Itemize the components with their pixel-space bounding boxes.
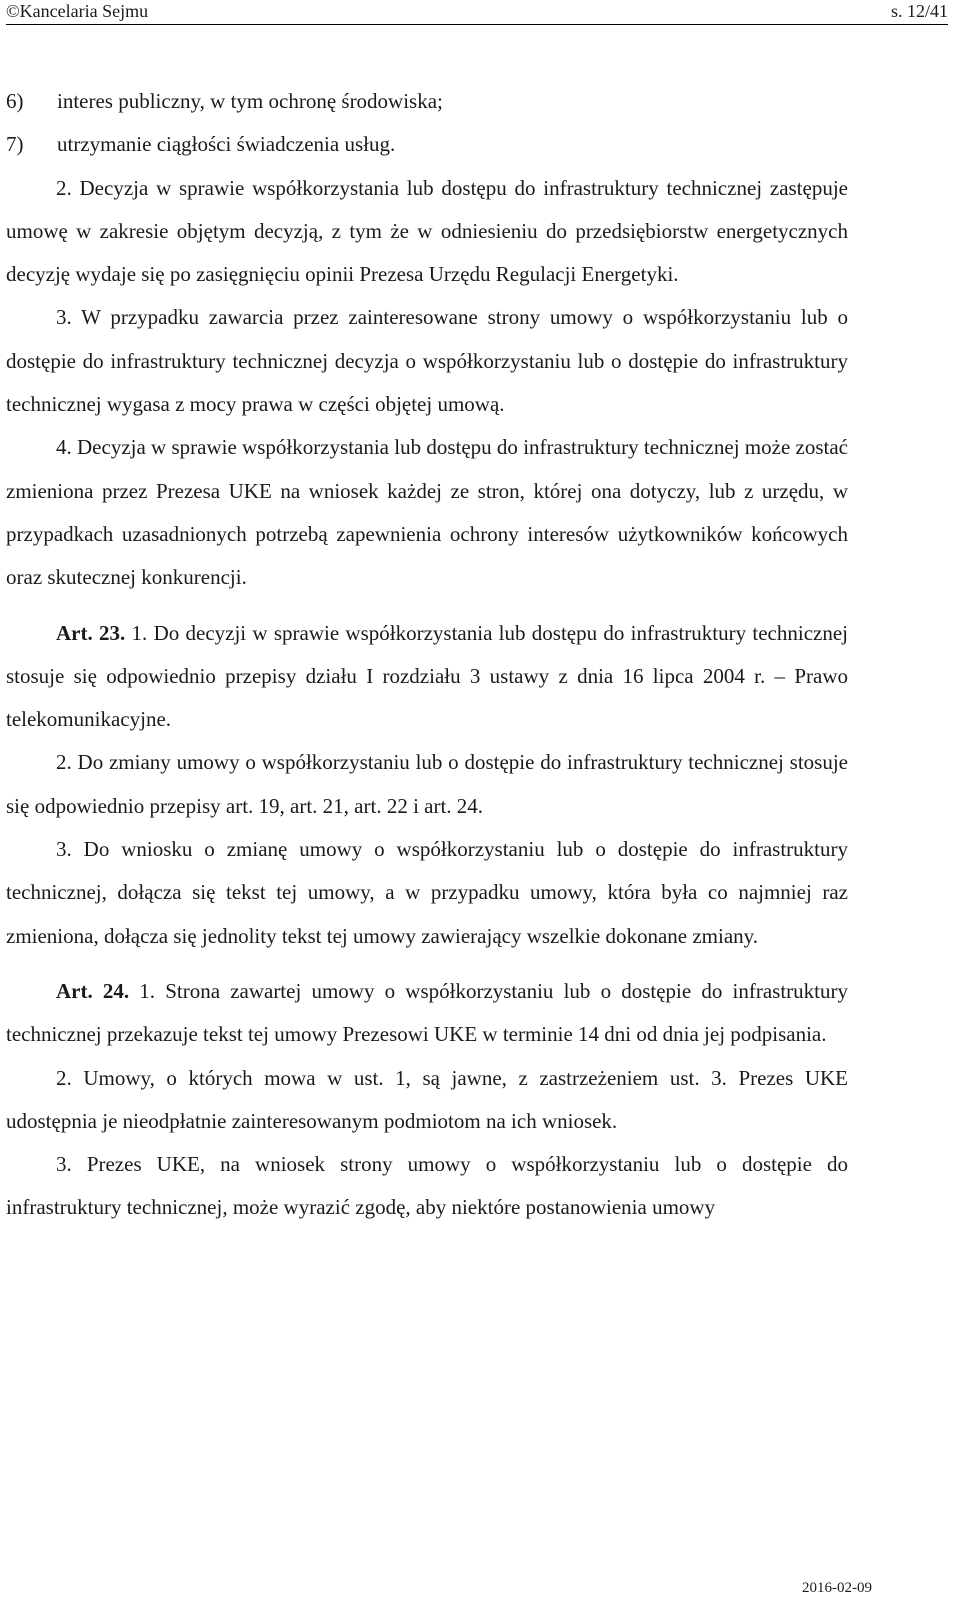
article-paragraph bbox=[6, 612, 848, 742]
article-paragraph bbox=[6, 970, 848, 1057]
document-body bbox=[6, 80, 848, 1230]
article-text: 1. Strona zawartej umowy o współkorzystaniu lub o dostępie do infrastruktury technicznej przekazuje tekst tej umowy Prezesowi UKE w terminie 14 dni od dnia jej podpisania. bbox=[6, 978, 848, 1047]
paragraph: 2. Do zmiany umowy o współkorzystaniu lub o dostępie do infrastruktury technicznej stosuje się odpowiednio przepisy art. 19, art. 21, art. 22 i art. 24. bbox=[6, 750, 848, 818]
list-item-text: utrzymanie ciągłości świadczenia usług. bbox=[57, 132, 396, 157]
paragraph: 3. Prezes UKE, na wniosek strony umowy o współkorzystaniu lub o dostępie do infrastruktury technicznej, może wyrazić zgodę, aby niektóre postanowienia umowy bbox=[6, 1152, 848, 1220]
page-header bbox=[6, 0, 948, 25]
paragraph: 3. Do wniosku o zmianę umowy o współkorzystaniu lub o dostępie do infrastruktury technicznej, dołącza się tekst tej umowy, a w przypadku umowy, która była co najmniej raz zmieniona, dołącza się jednolity tekst tej umowy zawierający wszelkie dokonane zmiany. bbox=[6, 837, 848, 948]
page-number: s. 12/41 bbox=[890, 1, 948, 21]
list-item bbox=[6, 80, 848, 123]
footer-date: 2016-02-09 bbox=[802, 1580, 872, 1596]
header-source: ©Kancelaria Sejmu bbox=[6, 1, 149, 21]
article-number: Art. 23. bbox=[56, 620, 126, 645]
paragraph: 3. W przypadku zawarcia przez zainteresowane strony umowy o współkorzystaniu lub o dostępie do infrastruktury technicznej decyzja o współkorzystaniu lub o dostępie do infrastruktury technicznej wygasa z mocy prawa w części objętej umową. bbox=[6, 305, 848, 417]
article-number: Art. 24. bbox=[56, 978, 130, 1003]
paragraph: 2. Decyzja w sprawie współkorzystania lub dostępu do infrastruktury technicznej zastępuje umowę w zakresie objętym decyzją, z tym że w odniesieniu do przedsiębiorstw energetycznych decyzję wydaje się po zasięgnięciu opinii Prezesa Urzędu Regulacji Energetyki. bbox=[6, 175, 848, 287]
list-item bbox=[6, 123, 848, 166]
list-item-number: 7) bbox=[6, 132, 24, 157]
article-text: 1. Do decyzji w sprawie współkorzystania lub dostępu do infrastruktury technicznej stosuje się odpowiednio przepisy działu I rozdziału 3 ustawy z dnia 16 lipca 2004 r. – Prawo telekomunikacyjne. bbox=[6, 620, 849, 732]
list-item-number: 6) bbox=[6, 89, 24, 113]
paragraph: 4. Decyzja w sprawie współkorzystania lub dostępu do infrastruktury technicznej może zostać zmieniona przez Prezesa UKE na wniosek każdej ze stron, której ona dotyczy, lub z urzędu, w przypadkach uzasadnionych potrzebą zapewnienia ochrony interesów użytkowników końcowych oraz skutecznej konkurencji. bbox=[6, 435, 848, 590]
list-item-text: interes publiczny, w tym ochronę środowiska; bbox=[57, 89, 443, 113]
paragraph: 2. Umowy, o których mowa w ust. 1, są jawne, z zastrzeżeniem ust. 3. Prezes UKE udostępnia je nieodpłatnie zainteresowanym podmiotom na ich wniosek. bbox=[6, 1065, 848, 1133]
